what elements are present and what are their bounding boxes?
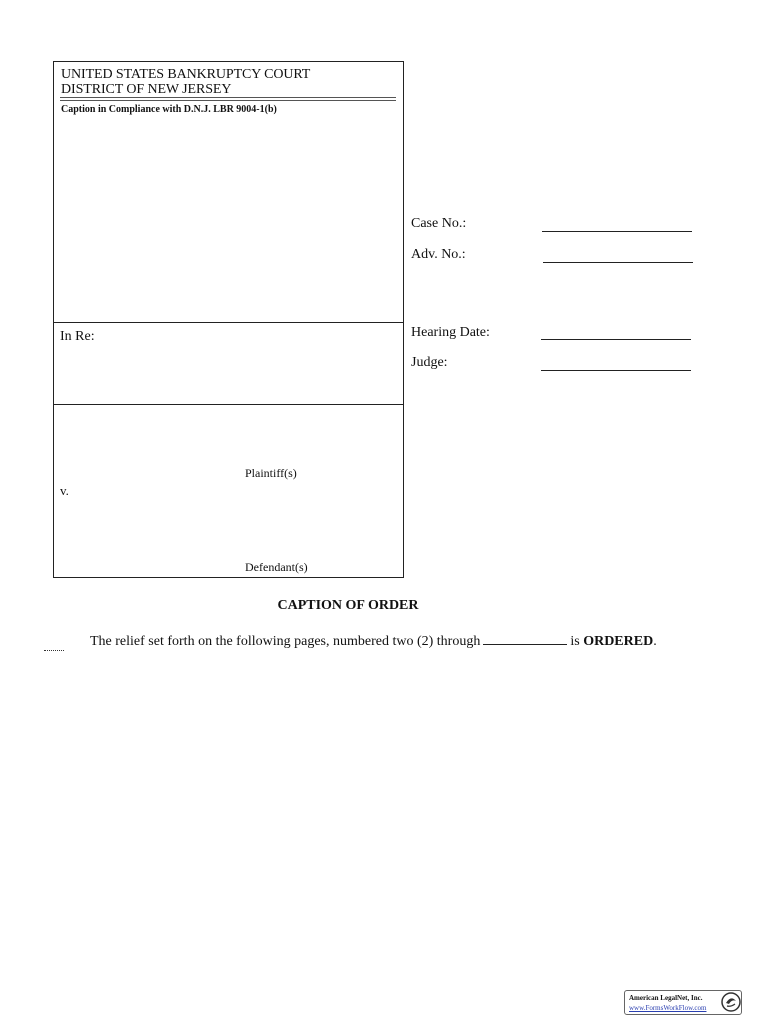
case-no-label: Case No.: <box>411 216 467 231</box>
caption-divider <box>53 322 404 323</box>
relief-text: The relief set forth on the following pages, numbered two (2) through <box>90 634 481 649</box>
compliance-note: Caption in Compliance with D.N.J. LBR 9004-1(b) <box>61 104 277 115</box>
relief-is: is <box>570 634 580 649</box>
versus-label: v. <box>60 483 69 498</box>
adv-no-field[interactable] <box>543 262 693 263</box>
margin-mark <box>44 650 64 651</box>
adv-no-label: Adv. No.: <box>411 247 466 262</box>
defendant-label: Defendant(s) <box>245 560 308 574</box>
case-no-field[interactable] <box>542 231 692 232</box>
hearing-date-label: Hearing Date: <box>411 325 490 340</box>
judge-label: Judge: <box>411 355 448 370</box>
caption-divider <box>53 404 404 405</box>
court-district: DISTRICT OF NEW JERSEY <box>61 82 232 97</box>
order-title-text: CAPTION OF ORDER <box>277 598 419 613</box>
ordered-word: ORDERED <box>583 634 654 649</box>
relief-statement <box>90 634 657 650</box>
page-count-field[interactable] <box>483 643 567 645</box>
in-re-label: In Re: <box>60 329 95 344</box>
order-title <box>0 598 696 614</box>
footer-company: American LegalNet, Inc. <box>629 994 703 1002</box>
double-rule <box>60 97 396 101</box>
court-name: UNITED STATES BANKRUPTCY COURT <box>61 67 311 82</box>
footer-url-link[interactable]: www.FormsWorkFlow.com <box>629 1004 707 1012</box>
caption-box <box>53 61 404 578</box>
hearing-date-field[interactable] <box>541 339 691 340</box>
relief-period: . <box>653 634 657 649</box>
judge-field[interactable] <box>541 370 691 371</box>
plaintiff-label: Plaintiff(s) <box>245 466 297 480</box>
american-legalnet-logo-icon <box>721 992 741 1012</box>
